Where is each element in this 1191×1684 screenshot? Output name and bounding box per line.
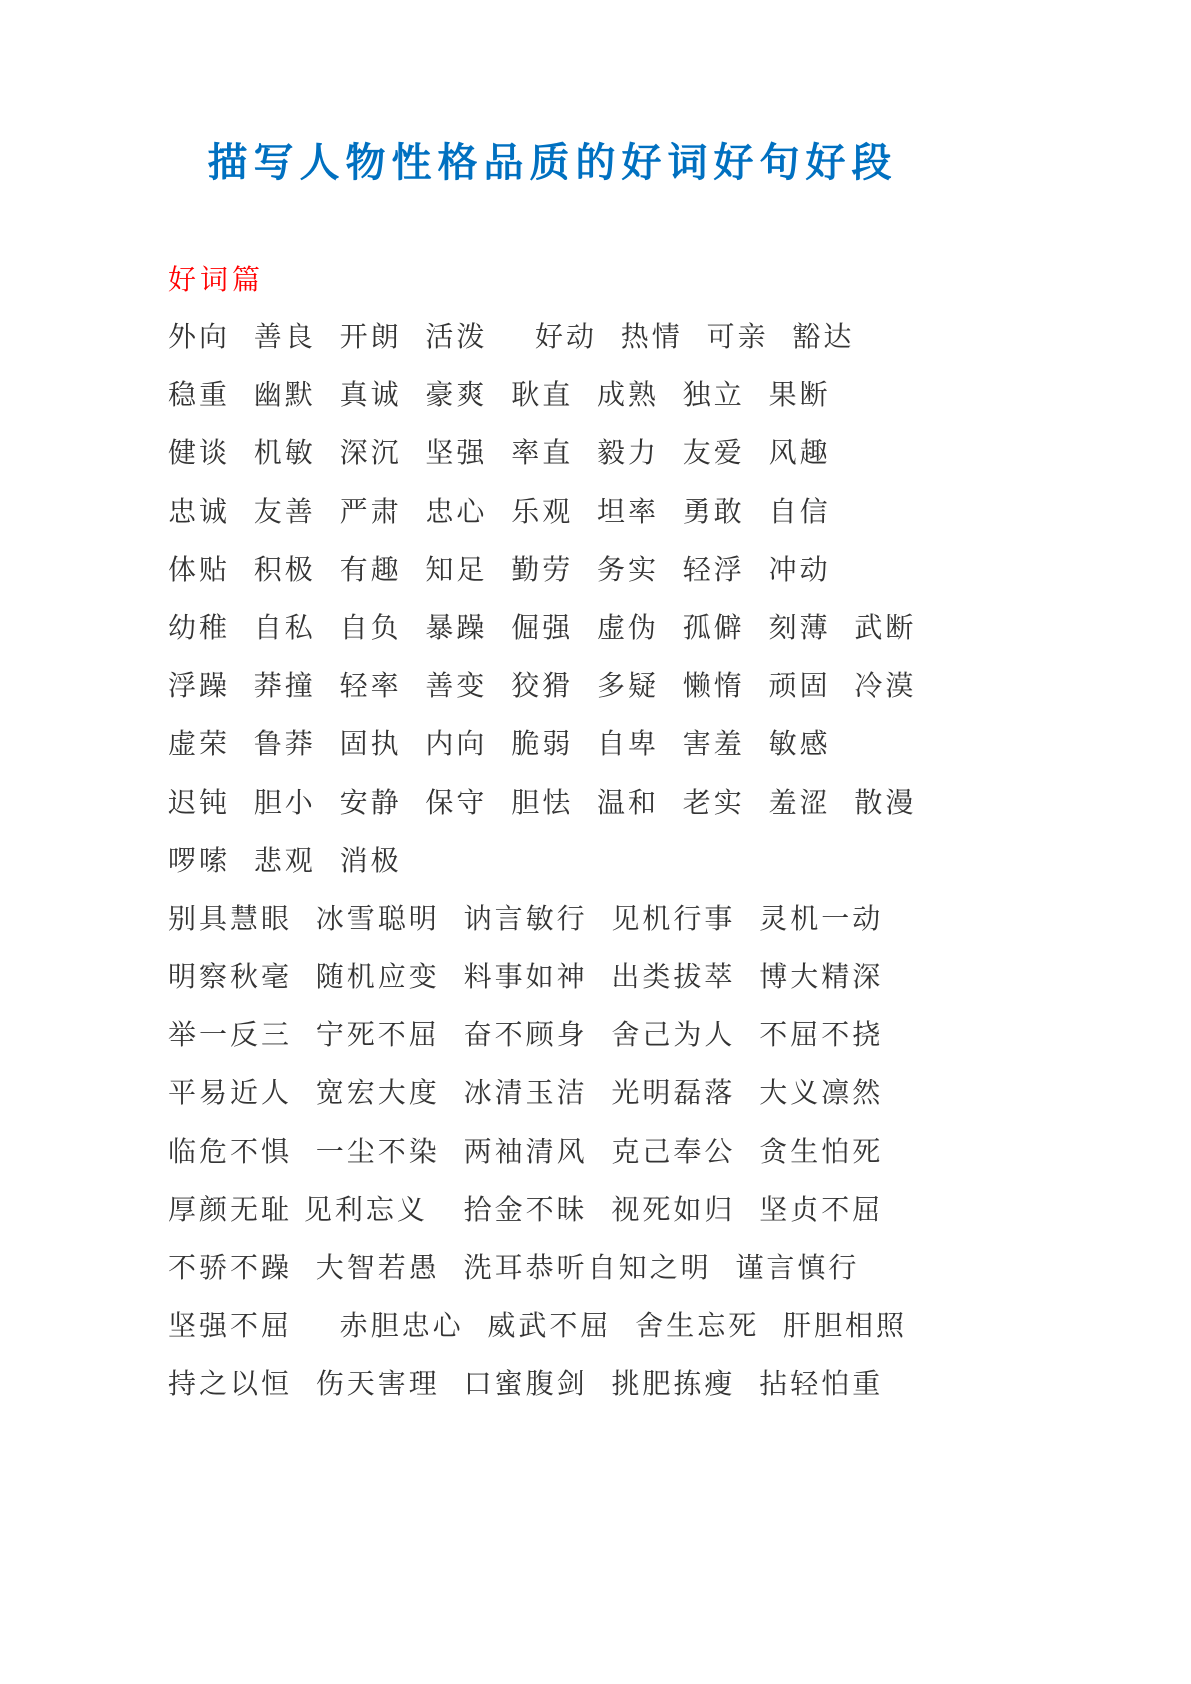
idiom-line: 持之以恒 伤天害理 口蜜腹剑 挑肥拣瘦 拈轻怕重 <box>168 1367 884 1401</box>
idiom-line: 明察秋毫 随机应变 料事如神 出类拔萃 博大精深 <box>168 960 884 994</box>
word-line: 虚荣 鲁莽 固执 内向 脆弱 自卑 害羞 敏感 <box>168 727 831 761</box>
word-line: 外向 善良 开朗 活泼 好动 热情 可亲 豁达 <box>168 320 855 353</box>
idiom-line: 临危不惧 一尘不染 两袖清风 克己奉公 贪生怕死 <box>168 1134 884 1168</box>
section-heading: 好词篇 <box>168 263 265 296</box>
word-line: 迟钝 胆小 安静 保守 胆怯 温和 老实 羞涩 散漫 <box>168 785 917 819</box>
idiom-line: 别具慧眼 冰雪聪明 讷言敏行 见机行事 灵机一动 <box>168 901 884 935</box>
word-line: 稳重 幽默 真诚 豪爽 耿直 成熟 独立 果断 <box>168 378 831 412</box>
idiom-line: 厚颜无耻 见利忘义 拾金不昧 视死如归 坚贞不屈 <box>168 1192 884 1226</box>
word-line: 健谈 机敏 深沉 坚强 率直 毅力 友爱 风趣 <box>168 436 831 470</box>
word-line: 啰嗦 悲观 消极 <box>168 843 402 877</box>
word-line: 浮躁 莽撞 轻率 善变 狡猾 多疑 懒惰 顽固 冷漠 <box>168 669 917 703</box>
idiom-line: 平易近人 宽宏大度 冰清玉洁 光明磊落 大义凛然 <box>168 1076 884 1110</box>
word-list <box>168 317 916 1423</box>
word-line: 幼稚 自私 自负 暴躁 倔强 虚伪 孤僻 刻薄 武断 <box>168 610 917 644</box>
word-line: 体贴 积极 有趣 知足 勤劳 务实 轻浮 冲动 <box>168 552 831 586</box>
idiom-line: 坚强不屈 赤胆忠心 威武不屈 舍生忘死 肝胆相照 <box>168 1309 908 1343</box>
idiom-line: 不骄不躁 大智若愚 洗耳恭听自知之明 谨言慎行 <box>168 1251 860 1284</box>
word-line: 忠诚 友善 严肃 忠心 乐观 坦率 勇敢 自信 <box>168 494 831 528</box>
idiom-line: 举一反三 宁死不屈 奋不顾身 舍己为人 不屈不挠 <box>168 1018 884 1052</box>
document-title: 描写人物性格品质的好词好句好段 <box>207 140 898 186</box>
